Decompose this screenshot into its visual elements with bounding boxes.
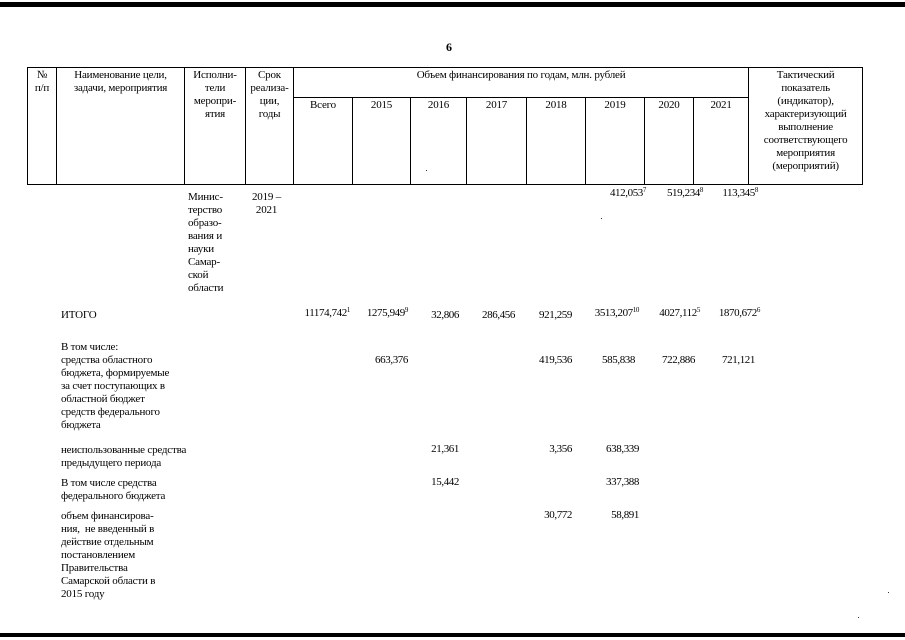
itogo-2021: 1870,672$^6$ [718,306,760,319]
federal-2016: 15,442 [431,476,459,488]
ministry-2020: 519,234$^8$ [666,186,703,199]
regional-2018: 419,536 [539,354,572,366]
regional-2021: 721,121 [722,354,755,366]
header-2017: 2017 [467,98,527,185]
scan-speck [601,218,602,219]
itogo-total: 11174,742$^1$ [304,306,350,319]
regional-2015: 663,376 [375,354,408,366]
scan-speck [888,592,889,593]
unused-2018: 3,356 [549,443,572,455]
header-indicator: Тактический показатель (индикатор), характеризующий выполнение соответствующего мероприятия (мероприятий) [749,68,863,185]
header-num: № п/п [28,68,57,185]
regional-2020: 722,886 [662,354,695,366]
regional-2019: 585,838 [602,354,635,366]
ministry-2021: 113,345$^8$ [722,186,758,199]
header-volume: Объем финансирования по годам, млн. рублей [294,68,749,98]
top-rule [0,2,905,7]
header-executor: Исполни- тели меропри- ятия [185,68,246,185]
ministry-term: 2019 – 2021 [252,191,282,216]
header-total: Всего [294,98,353,185]
header-2019: 2019 [586,98,645,185]
unused-2019: 638,339 [606,443,639,455]
header-2021: 2021 [694,98,749,185]
bottom-rule [0,633,905,637]
header-table [27,67,863,185]
header-name: Наименование цели, задачи, мероприятия [57,68,185,185]
federal-label: В том числе средства федерального бюджета [61,477,166,502]
header-2016: 2016 [411,98,467,185]
not-enacted-2019: 58,891 [611,509,639,521]
page-number: 6 [446,40,452,54]
itogo-2020: 4027,112$^5$ [659,306,700,319]
ministry-executor: Минис- терство образо- вания и науки Самар- ской области [188,191,224,294]
header-term: Срок реализа- ции, годы [246,68,294,185]
header-2020: 2020 [645,98,694,185]
header-2018: 2018 [527,98,586,185]
header-2015: 2015 [353,98,411,185]
itogo-label: ИТОГО [61,309,97,321]
ministry-2019: 412,053$^7$ [609,186,646,199]
scan-speck [426,170,427,171]
itogo-2016: 32,806 [431,309,459,321]
scan-speck [858,617,859,618]
regional-label: В том числе: средства областного бюджета, формируемые за счет поступающих в областной бюджет средств федерального бюджета [61,341,170,431]
not-enacted-2018: 30,772 [544,509,572,521]
itogo-2017: 286,456 [482,309,515,321]
itogo-2015: 1275,949$^9$ [366,306,408,319]
unused-label: неиспользованные средства предыдущего периода [61,444,187,469]
itogo-2018: 921,259 [539,309,572,321]
unused-2016: 21,361 [431,443,459,455]
itogo-2019: 3513,207$^{10}$ [594,306,639,319]
federal-2019: 337,388 [606,476,639,488]
not-enacted-label: объем финансирова- ния, не введенный в действие отдельным постановлением Правительства Самарской области в 2015 году [61,510,156,600]
